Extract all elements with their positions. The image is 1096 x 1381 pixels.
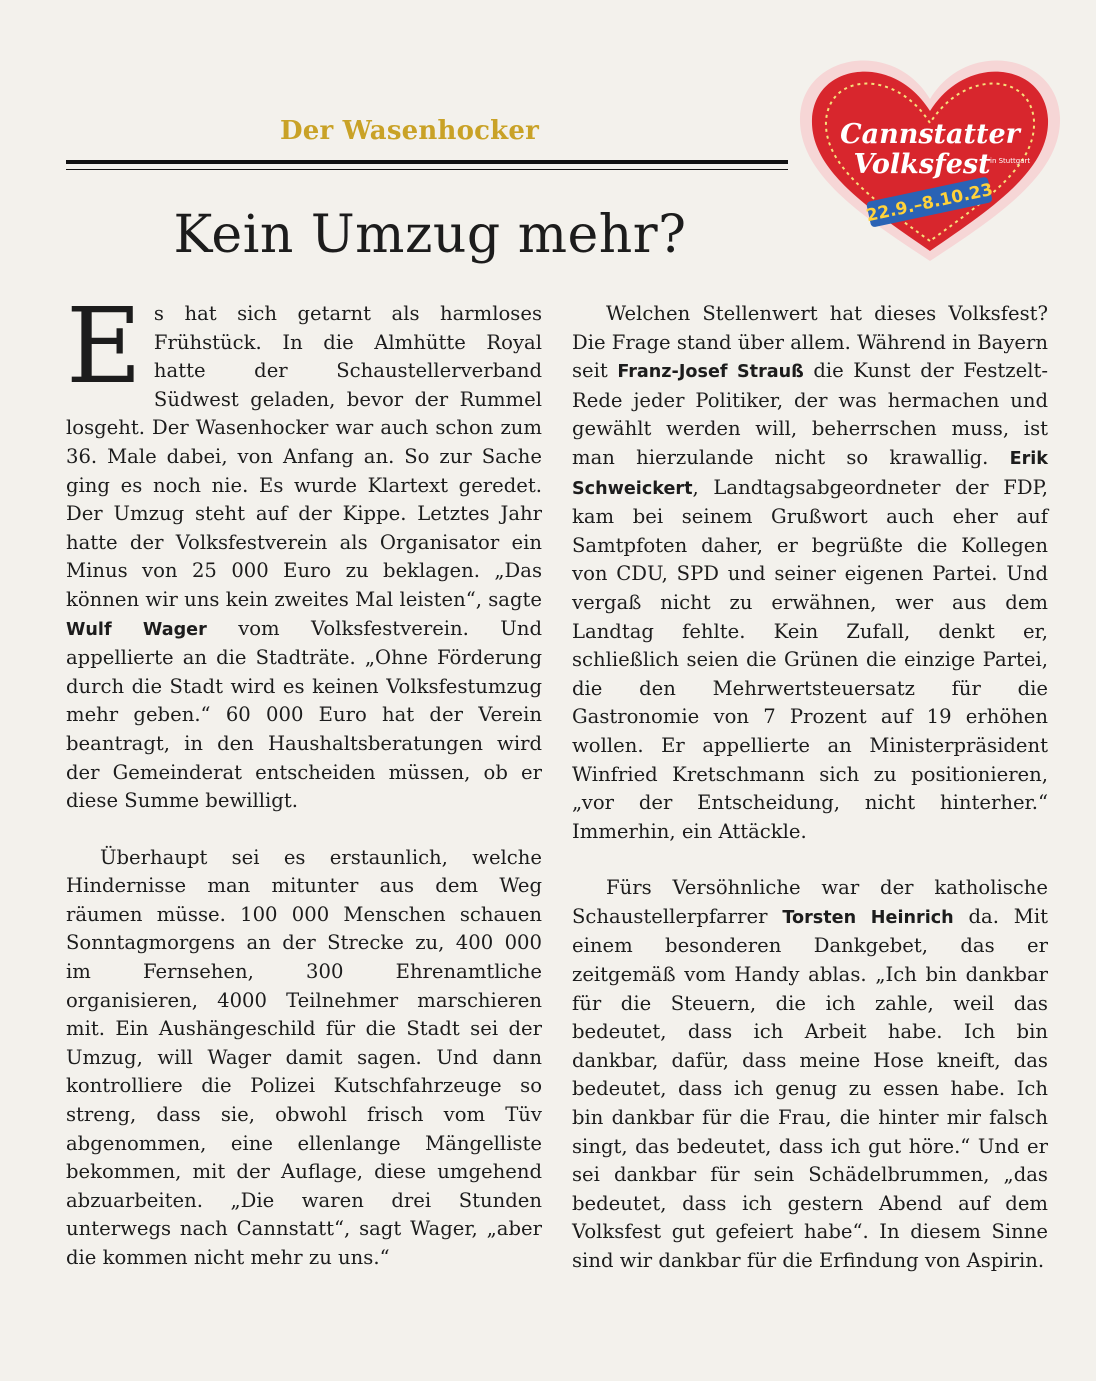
text-run: Welchen Stellenwert hat dieses Volksfest? Die Frage stand über allem. Während in Bayern seit — [572, 302, 1048, 383]
person-name: Erik Schweickert — [572, 448, 1048, 499]
text-run: vom Volksfestverein. Und appellierte an die Stadträte. „Ohne Förderung durch die Stadt wird es keinen Volksfestumzug mehr geben.“ 60 000 Euro hat der Verein beantragt, in den Haushaltsberatungen wird der Gemeinderat entscheiden müssen, ob er diese Summe bewilligt. — [66, 616, 542, 813]
logo-line1: Cannstatter — [840, 119, 1020, 150]
paragraph-1 — [66, 285, 542, 816]
top-rule — [66, 160, 788, 164]
logo-subtext: in Stuttgart — [990, 157, 1031, 165]
person-name: Torsten Heinrich — [782, 907, 954, 928]
person-name: Franz-Josef Strauß — [617, 362, 804, 383]
headline: Kein Umzug mehr? — [173, 205, 687, 265]
article-column-right — [572, 300, 1048, 1276]
top-rule-thin — [66, 169, 788, 170]
paragraph-3 — [572, 300, 1048, 846]
text-run: die Kunst der Festzelt-Rede jeder Politiker, der was hermachen und gewählt werden will, beherrschen muss, ist man hierzulande nicht so krawallig. — [572, 359, 1048, 469]
kicker: Der Wasenhocker — [280, 116, 540, 146]
paragraph-4 — [572, 874, 1048, 1275]
person-name: Wulf Wager — [66, 619, 207, 640]
text-run: , Landtagsabgeordneter der FDP, kam bei seinem Grußwort auch eher auf Samtpfoten daher, er begrüßte die Kollegen von CDU, SPD und seiner eigenen Partei. Und vergaß nicht zu erwähnen, wer aus dem Landtag fehlte. Kein Zufall, denkt er, schließlich seien die Grünen die einzige Partei, die den Mehrwertsteuersatz für die Gastronomie von 7 Prozent auf 19 erhöhen wollen. Er appellierte an Ministerpräsident Winfried Kretschmann sich zu positionieren, „vor der Entscheidung, nicht hinterher.“ Immerhin, ein Attäckle. — [572, 475, 1048, 843]
text-run: s hat sich getarnt als harmloses Frühstück. In die Almhütte Royal hatte der Schaustellerverband Südwest geladen, bevor der Rummel losgeht. Der Wasenhocker war auch schon zum 36. Male dabei, von Anfang an. So zur Sache ging es noch nie. Es wurde Klartext geredet. Der Umzug steht auf der Kippe. Letztes Jahr hatte der Volksfestverein als Organisator ein Minus von 25 000 Euro zu beklagen. „Das können wir uns kein zweites Mal leisten“, sagte — [66, 302, 542, 611]
article-column-left — [66, 285, 542, 1273]
drop-cap: E — [66, 285, 142, 407]
paragraph-2: Überhaupt sei es erstaunlich, welche Hindernisse man mitunter aus dem Weg räumen müsse. 100 000 Menschen schauen Sonntagmorgens an der Strecke zu, 400 000 im Fernsehen, 300 Ehrenamtliche organisieren, 4000 Teilnehmer marschieren mit. Ein Aushängeschild für die Stadt sei der Umzug, will Wager damit sagen. Und dann kontrolliere die Polizei Kutschfahrzeuge so streng, dass sie, obwohl frisch vom Tüv abgenommen, eine ellenlange Mängelliste bekommen, mit der Auflage, diese umgehend abzuarbeiten. „Die waren drei Stunden unterwegs nach Cannstatt“, sagt Wager, „aber die kommen nicht mehr zu uns.“ — [66, 845, 542, 1269]
text-run: Fürs Versöhnliche war der katholische Schaustellerpfarrer — [572, 876, 1048, 928]
logo-line2: Volksfest — [853, 149, 991, 180]
text-run: da. Mit einem besonderen Dankgebet, das er zeitgemäß vom Handy ablas. „Ich bin dankbar für die Steuern, die ich zahle, weil das bedeutet, dass ich Arbeit habe. Ich bin dankbar, dafür, dass meine Hose kneift, das bedeutet, dass ich genug zu essen habe. Ich bin dankbar für die Frau, die hinter mir falsch singt, das bedeutet, dass ich gut höre.“ Und er sei dankbar für sein Schädelbrummen, „das bedeutet, dass ich gestern Abend auf dem Volksfest gut gefeiert habe“. In diesem Sinne sind wir dankbar für die Erfindung von Aspirin. — [572, 904, 1048, 1272]
logo-dates: 22.9.–8.10.23 — [864, 179, 995, 227]
